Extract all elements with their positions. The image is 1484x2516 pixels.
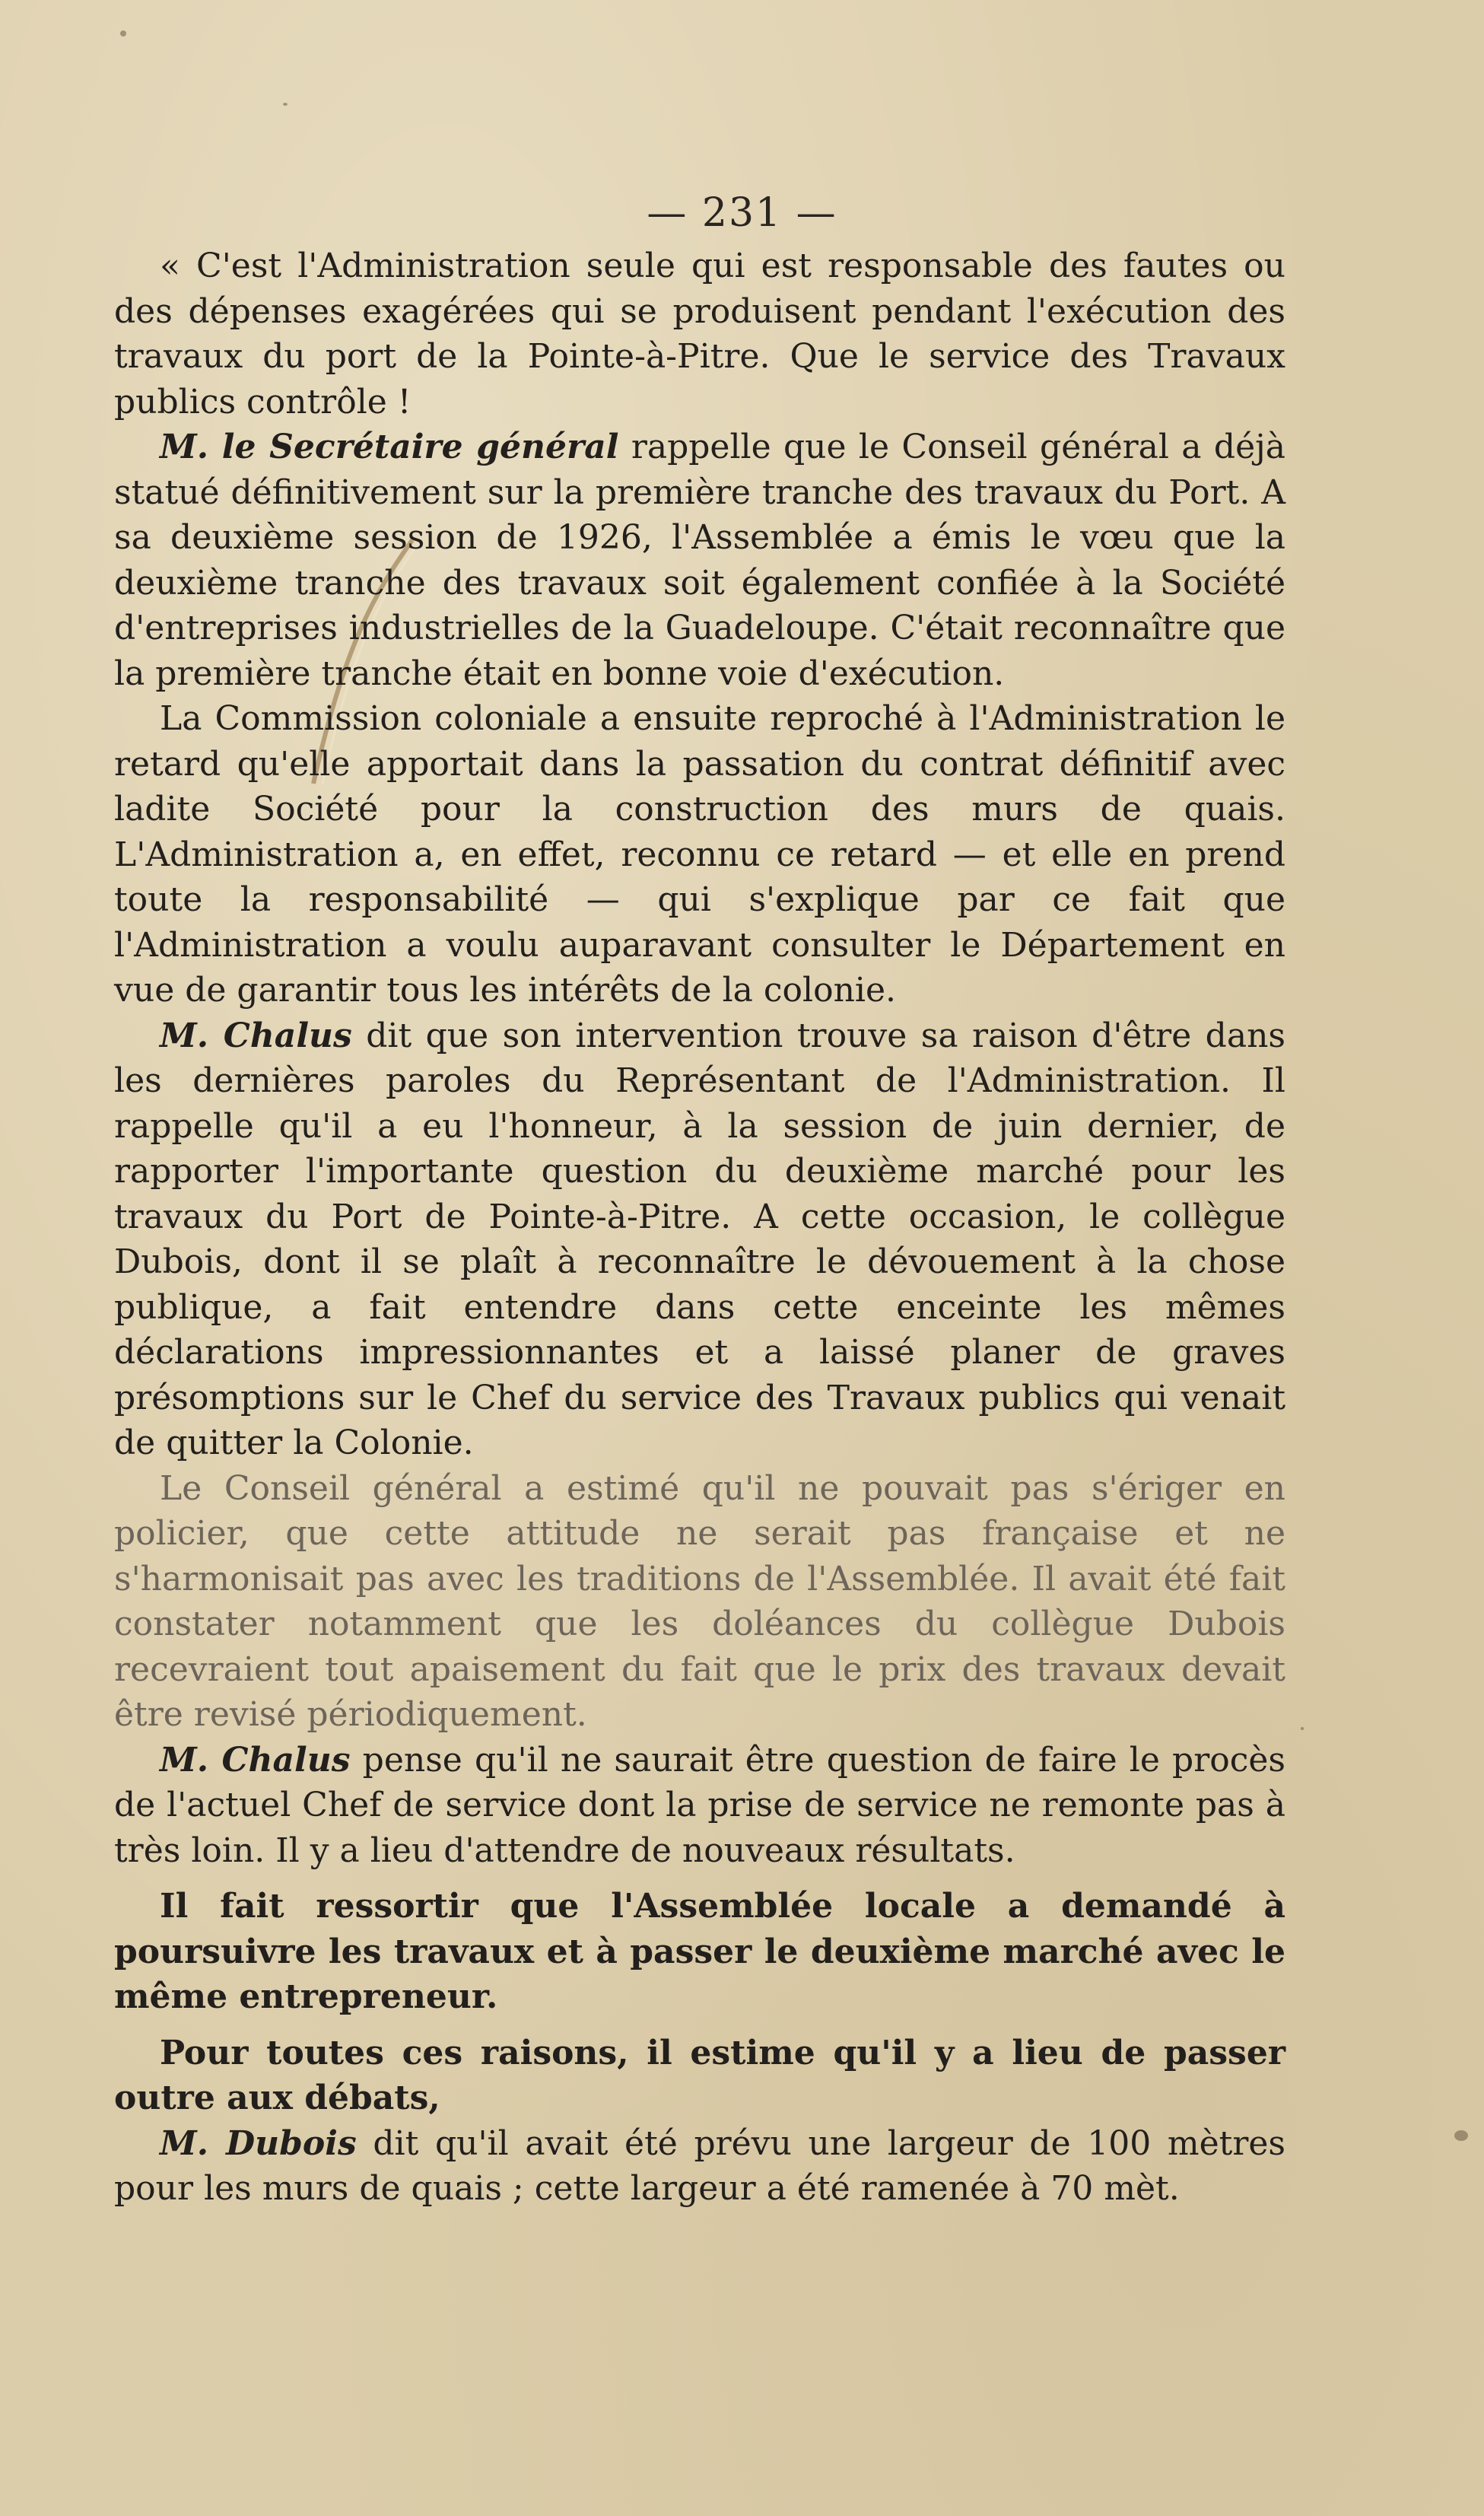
paragraph-secretaire xyxy=(114,425,1285,696)
paragraph-text: pense qu'il ne saurait être question de faire le procès de l'actuel Chef de service dont la prise de service ne remonte pas à très loin. Il y a lieu d'attendre de nouveaux résultats. xyxy=(114,1740,1285,1870)
speaker-name: M. Chalus xyxy=(160,1016,352,1055)
ink-speck xyxy=(283,103,288,106)
paragraph-chalus-2 xyxy=(114,1738,1285,1874)
ink-speck xyxy=(1454,2130,1468,2141)
paragraph-text: La Commission coloniale a ensuite reproché à l'Administration le retard qu'elle apportait dans la passation du contrat définitif avec ladite Société pour la construction des murs de quais. L'Administration a, en effet, reconnu ce retard — et elle en prend toute la responsabilité — qui s'explique par ce fait que l'Administration a voulu auparavant consulter le Département en vue de garantir tous les intérêts de la colonie. xyxy=(114,699,1285,1010)
speaker-name: M. le Secrétaire général xyxy=(160,428,619,466)
body-text xyxy=(114,243,1285,2212)
paragraph-text: dit qu'il avait été prévu une largeur de 100 mètres pour les murs de quais ; cette largeur a été ramenée à 70 mèt. xyxy=(114,2123,1285,2208)
paragraph-dubois xyxy=(114,2121,1285,2212)
paragraph-conseil xyxy=(114,1466,1285,1738)
paragraph-text: dit que son intervention trouve sa raison d'être dans les dernières paroles du Représentant de l'Administration. Il rappelle qu'il a eu l'honneur, à la session de juin dernier, de rapporter l'importante question du deuxième marché pour les travaux du Port de Pointe-à-Pitre. A cette occasion, le collègue Dubois, dont il se plaît à reconnaître le dévouement à la chose publique, a fait entendre dans cette enceinte les mêmes déclarations impressionnantes et a laissé planer de graves présomptions sur le Chef du service des Travaux publics qui venait de quitter la Colonie. xyxy=(114,1016,1285,1462)
paragraph-text: Le Conseil général a estimé qu'il ne pouvait pas s'ériger en policier, que cette attitude ne serait pas française et ne s'harmonisait pas avec les traditions de l'Assemblée. Il avait été fait constater notamment que les doléances du collègue Dubois recevraient tout apaisement du fait que le prix des travaux devait être revisé périodiquement. xyxy=(114,1468,1285,1734)
paragraph-quote xyxy=(114,243,1285,425)
paragraph-chalus-1 xyxy=(114,1013,1285,1466)
paragraph-raisons xyxy=(114,2031,1285,2121)
ink-speck xyxy=(1301,1727,1304,1730)
ink-speck xyxy=(120,30,126,37)
paragraph-text: « C'est l'Administration seule qui est responsable des fautes ou des dépenses exagérées qui se produisent pendant l'exécution des travaux du port de la Pointe-à-Pitre. Que le service des Travaux publics contrôle ! xyxy=(114,247,1285,421)
paragraph-text: rappelle que le Conseil général a déjà statué définitivement sur la première tranche des travaux du Port. A sa deuxième session de 1926, l'Assemblée a émis le vœu que la deuxième tranche des travaux soit également confiée à la Société d'entreprises industrielles de la Guadeloupe. C'était reconnaître que la première tranche était en bonne voie d'exécution. xyxy=(114,428,1285,693)
speaker-name: M. Chalus xyxy=(160,1740,351,1780)
paragraph-commission xyxy=(114,696,1285,1013)
paragraph-text: Il fait ressortir que l'Assemblée locale a demandé à poursuivre les travaux et à passer le deuxième marché avec le même entrepreneur. xyxy=(114,1887,1285,2016)
page-number: — 231 — xyxy=(647,190,837,236)
paragraph-assemblee xyxy=(114,1884,1285,2020)
speaker-name: M. Dubois xyxy=(160,2123,357,2163)
paragraph-text: Pour toutes ces raisons, il estime qu'il y a lieu de passer outre aux débats, xyxy=(114,2033,1285,2117)
